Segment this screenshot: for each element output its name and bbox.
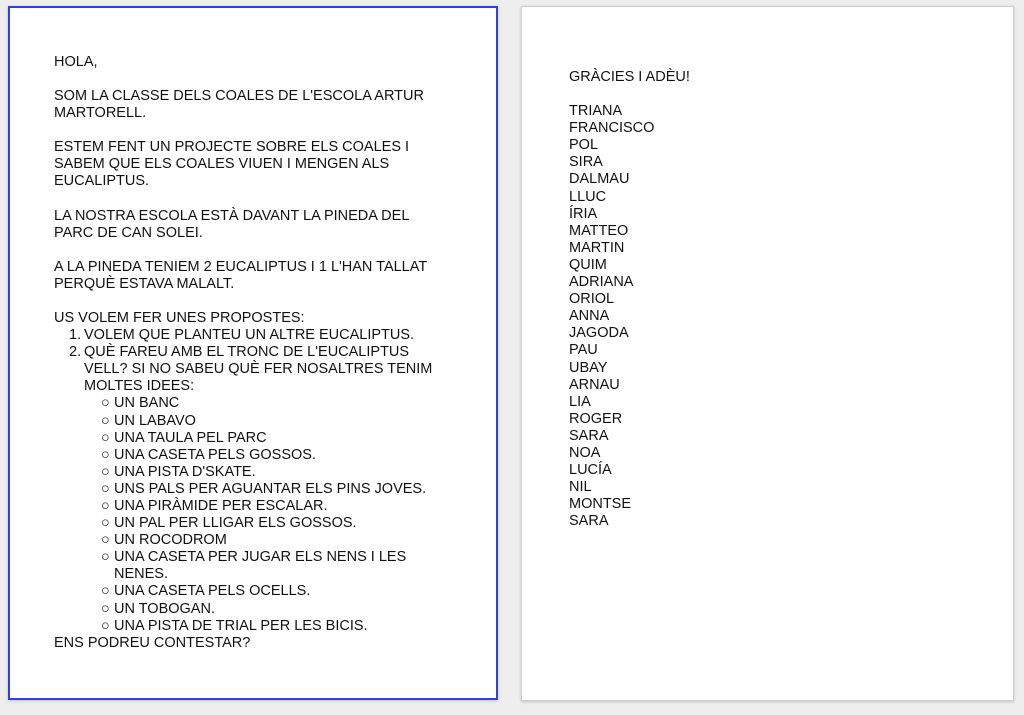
names-list xyxy=(569,103,690,530)
idea-list-item xyxy=(101,481,474,498)
student-name: LLUC xyxy=(569,188,607,205)
proposal-line: MOLTES IDEES: xyxy=(84,378,195,395)
farewell xyxy=(569,69,690,86)
idea-text: UN BANC xyxy=(114,395,180,412)
student-name: ADRIANA xyxy=(569,274,634,291)
closing-question: ENS PODREU CONTESTAR? xyxy=(54,634,251,651)
idea-text: UN LABAVO xyxy=(114,412,196,429)
page-1-body xyxy=(54,54,474,652)
idea-text: NENES. xyxy=(114,566,168,583)
student-name: MONTSE xyxy=(569,496,632,513)
proposals-section xyxy=(54,310,474,652)
student-name: NOA xyxy=(569,444,601,461)
idea-text: UN TOBOGAN. xyxy=(114,600,215,617)
greeting-text: HOLA, xyxy=(54,54,98,70)
proposal-line: QUÈ FAREU AMB EL TRONC DE L'EUCALIPTUS xyxy=(84,344,410,361)
list-number: 1. xyxy=(69,327,82,344)
bullet-circle-icon: ○ xyxy=(101,583,110,600)
bullet-circle-icon: ○ xyxy=(101,446,110,463)
paragraph xyxy=(54,88,474,122)
bullet-circle-icon: ○ xyxy=(101,532,110,549)
student-name: UBAY xyxy=(569,359,608,376)
ideas-list xyxy=(84,395,474,634)
student-name: LUCÍA xyxy=(569,462,612,479)
proposals-intro: US VOLEM FER UNES PROPOSTES: xyxy=(54,309,305,326)
idea-list-item xyxy=(101,515,474,532)
paragraph-line: LA NOSTRA ESCOLA ESTÀ DAVANT LA PINEDA DEL xyxy=(54,207,410,224)
document-page-1[interactable] xyxy=(8,6,498,700)
student-name: PAU xyxy=(569,342,598,359)
student-name: NIL xyxy=(569,479,592,496)
proposal-line: VELL? SI NO SABEU QUÈ FER NOSALTRES TENIM xyxy=(84,361,433,378)
page-2-body xyxy=(569,69,690,530)
farewell-text: GRÀCIES I ADÈU! xyxy=(569,69,690,85)
proposal-item xyxy=(69,327,474,344)
idea-list-item xyxy=(101,532,474,549)
idea-list-item xyxy=(101,430,474,447)
student-name: ROGER xyxy=(569,410,623,427)
bullet-circle-icon: ○ xyxy=(101,429,110,446)
greeting xyxy=(54,54,474,71)
student-name: MARTIN xyxy=(569,239,625,256)
paragraph xyxy=(54,259,474,293)
bullet-circle-icon: ○ xyxy=(101,617,110,634)
paragraph-line: EUCALIPTUS. xyxy=(54,173,150,190)
idea-list-item xyxy=(101,601,474,618)
idea-list-item xyxy=(101,447,474,464)
student-name: POL xyxy=(569,137,599,154)
paragraph-line: SABEM QUE ELS COALES VIUEN I MENGEN ALS xyxy=(54,156,390,173)
idea-list-item xyxy=(101,395,474,412)
idea-text: UNA PISTA DE TRIAL PER LES BICIS. xyxy=(114,617,368,634)
student-name: ORIOL xyxy=(569,291,615,308)
idea-list-item xyxy=(101,583,474,600)
student-name: ARNAU xyxy=(569,376,620,393)
idea-text: UNS PALS PER AGUANTAR ELS PINS JOVES. xyxy=(114,480,427,497)
bullet-circle-icon: ○ xyxy=(101,395,110,412)
bullet-circle-icon: ○ xyxy=(101,549,110,566)
bullet-circle-icon: ○ xyxy=(101,600,110,617)
bullet-circle-icon: ○ xyxy=(101,463,110,480)
idea-list-item xyxy=(101,618,474,635)
paragraph-line: MARTORELL. xyxy=(54,105,147,122)
bullet-circle-icon: ○ xyxy=(101,480,110,497)
bullet-circle-icon: ○ xyxy=(101,412,110,429)
student-name: SIRA xyxy=(569,154,603,171)
paragraph-line: ESTEM FENT UN PROJECTE SOBRE ELS COALES I xyxy=(54,139,410,156)
idea-text: UNA CASETA PER JUGAR ELS NENS I LES xyxy=(114,549,407,566)
paragraph-line: PARC DE CAN SOLEI. xyxy=(54,224,203,241)
proposal-item xyxy=(69,344,474,635)
idea-text: UNA CASETA PELS OCELLS. xyxy=(114,583,311,600)
student-name: LIA xyxy=(569,393,591,410)
idea-list-item xyxy=(101,464,474,481)
student-name: ÍRIA xyxy=(569,205,598,222)
student-name: JAGODA xyxy=(569,325,629,342)
idea-list-item xyxy=(101,498,474,515)
document-page-2[interactable] xyxy=(521,6,1014,701)
paragraph-line: PERQUÈ ESTAVA MALALT. xyxy=(54,275,235,292)
proposals-list xyxy=(54,327,474,635)
idea-list-item xyxy=(101,413,474,430)
paragraph xyxy=(54,208,474,242)
bullet-circle-icon: ○ xyxy=(101,497,110,514)
paragraph-line: SOM LA CLASSE DELS COALES DE L'ESCOLA ARTUR xyxy=(54,88,424,105)
student-name: SARA xyxy=(569,513,609,530)
idea-text: UNA TAULA PEL PARC xyxy=(114,429,267,446)
student-name: MATTEO xyxy=(569,222,629,239)
list-number: 2. xyxy=(69,344,82,361)
student-name: QUIM xyxy=(569,256,607,273)
paragraph-line: A LA PINEDA TENIEM 2 EUCALIPTUS I 1 L'HAN TALLAT xyxy=(54,258,428,275)
bullet-circle-icon: ○ xyxy=(101,515,110,532)
student-name: DALMAU xyxy=(569,171,630,188)
idea-text: UN PAL PER LLIGAR ELS GOSSOS. xyxy=(114,515,357,532)
proposal-line: VOLEM QUE PLANTEU UN ALTRE EUCALIPTUS. xyxy=(84,327,415,344)
student-name: SARA xyxy=(569,427,609,444)
student-name: FRANCISCO xyxy=(569,120,655,137)
student-name: TRIANA xyxy=(569,103,623,120)
idea-list-item xyxy=(101,549,474,583)
idea-text: UN ROCODROM xyxy=(114,532,227,549)
paragraph xyxy=(54,139,474,190)
student-name: ANNA xyxy=(569,308,610,325)
idea-text: UNA PISTA D'SKATE. xyxy=(114,463,256,480)
idea-text: UNA PIRÀMIDE PER ESCALAR. xyxy=(114,497,328,514)
idea-text: UNA CASETA PELS GOSSOS. xyxy=(114,446,316,463)
